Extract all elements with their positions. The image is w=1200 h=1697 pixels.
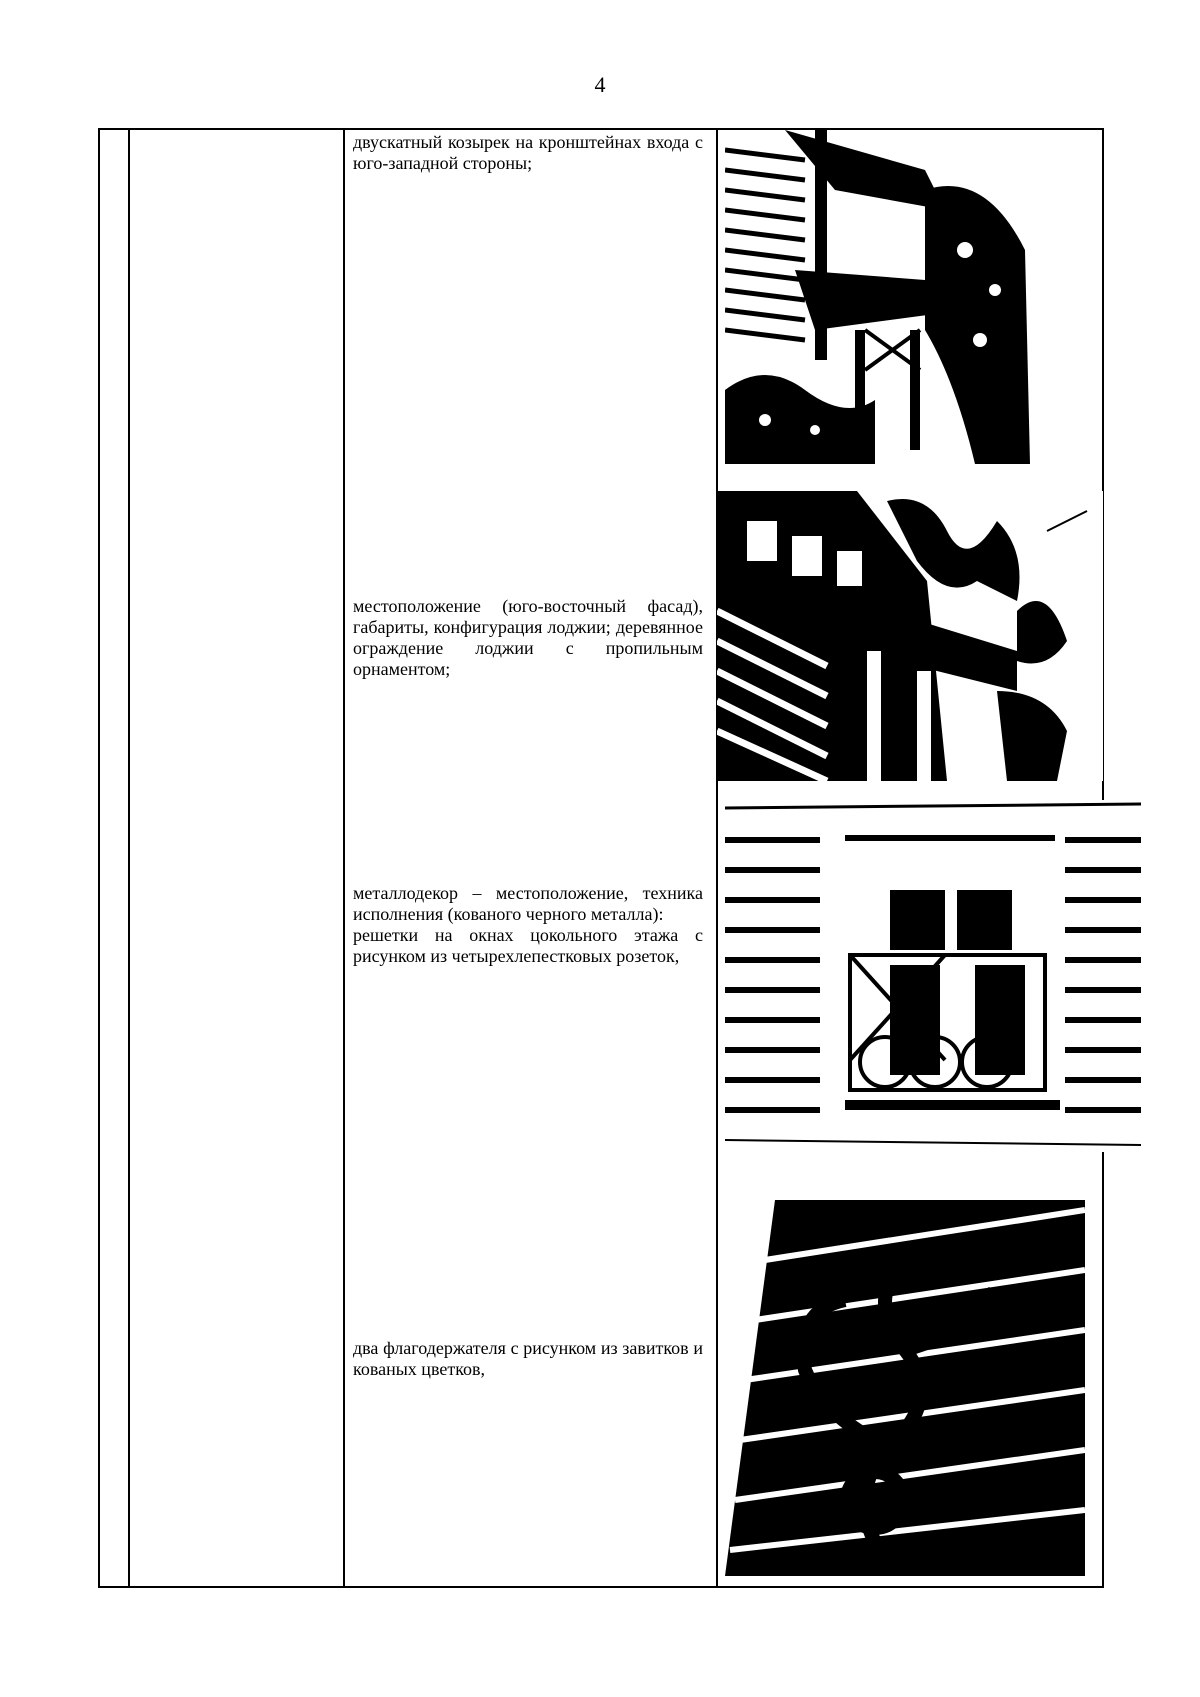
row-4-description — [353, 1338, 703, 1380]
column-divider — [128, 130, 130, 1586]
entrance-canopy-photo — [725, 130, 1030, 464]
flag-holder-photo — [725, 1200, 1085, 1576]
row-3-text: металлодекор – местоположение, техника исполнения (кованого черного металла): — [353, 883, 703, 924]
window-grille-image — [725, 800, 1141, 1152]
column-divider — [343, 130, 345, 1586]
row-4-text: два флагодержателя с рисунком из завитков и кованых цветков, — [353, 1338, 703, 1379]
entrance-canopy-image — [725, 130, 1030, 464]
row-1-description — [353, 132, 703, 174]
window-grille-photo — [725, 800, 1141, 1152]
page-number: 4 — [594, 72, 606, 97]
row-3-description — [353, 883, 703, 967]
row-3-text-2: решетки на окнах цокольного этажа с рисунком из четырехлепестковых розеток, — [353, 925, 703, 966]
row-1-text: двускатный козырек на кронштейнах входа с юго-западной стороны; — [353, 132, 703, 173]
column-divider — [716, 130, 718, 1586]
loggia-image — [717, 491, 1103, 781]
row-2-description — [353, 596, 703, 680]
row-2-text: местоположение (юго-восточный фасад), габариты, конфигурация лоджии; деревянное ограждение лоджии с пропильным орнаментом; — [353, 596, 703, 679]
loggia-photo — [717, 491, 1103, 781]
flag-holder-image — [725, 1200, 1085, 1576]
